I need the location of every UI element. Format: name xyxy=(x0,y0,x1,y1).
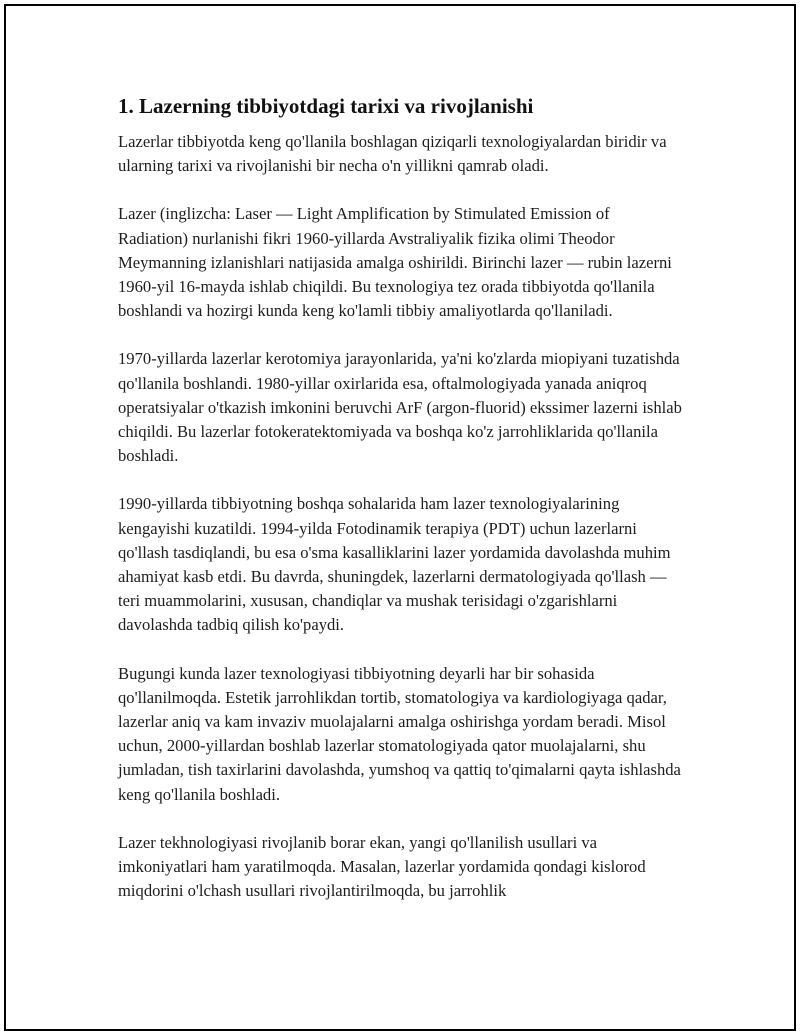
section-heading: 1. Lazerning tibbiyotdagi tarixi va rivojlanishi xyxy=(118,94,534,118)
paragraph-1970s: 1970-yillarda lazerlar kerotomiya jarayonlarida, ya'ni ko'zlarda miopiyani tuzatishda qo'llanila boshlandi. 1980-yillar oxirlarida esa, oftalmologiyada yanada aniqroq operatsiyalar o'tkazish imkonini beruvchi ArF (argon-fluorid) ekssimer lazerni ishlab chiqildi. Bu lazerlar fotokeratektomiyada va boshqa ko'z jarrohliklarida qo'llanila boshladi. xyxy=(118,349,682,466)
paragraph-intro: Lazerlar tibbiyotda keng qo'llanila boshlagan qiziqarli texnologiyalardan biridir va ularning tarixi va rivojlanishi bir necha o'n yillikni qamrab oladi. xyxy=(118,132,667,176)
paragraph-future: Lazer tekhnologiyasi rivojlanib borar ekan, yangi qo'llanilish usullari va imkoniyatlari ham yaratilmoqda. Masalan, lazerlar yordamida qondagi kislorod miqdorini o'lchash usullari rivojlantirilmoqda, bu jarrohlik xyxy=(118,832,646,901)
paragraph-today: Bugungi kunda lazer texnologiyasi tibbiyotning deyarli har bir sohasida qo'llanilmoqda. Estetik jarrohlikdan tortib, stomatologiya va kardiologiyaga qadar, lazerlar aniq va kam invaziv muolajalarni amalga oshirishga yordam beradi. Misol uchun, 2000-yillardan boshlab lazerlar stomatologiyada qator muolajalarni, shu jumladan, tish taxirlarini davolashda, yumshoq va qattiq to'qimalarni qayta ishlashda keng qo'llanila boshladi. xyxy=(118,663,681,804)
document-body xyxy=(118,92,683,927)
paragraph-1990s: 1990-yillarda tibbiyotning boshqa sohalarida ham lazer texnologiyalarining kengayishi kuzatildi. 1994-yilda Fotodinamik terapiya (PDT) uchun lazerlarni qo'llash tasdiqlandi, bu esa o'sma kasalliklarini lazer yordamida davolashda muhim ahamiyat kasb etdi. Bu davrda, shuningdek, lazerlarni dermatologiyada qo'llash — teri muammolarini, xususan, chandiqlar va mushak terisidagi o'zgarishlarni davolashda tadbiq qilish ko'paydi. xyxy=(118,494,671,635)
paragraph-laser-origin: Lazer (inglizcha: Laser — Light Amplification by Stimulated Emission of Radiation) nurlanishi fikri 1960-yillarda Avstraliyalik fizika olimi Theodor Meymanning izlanishlari natijasida amalga oshirildi. Birinchi lazer — rubin lazerni 1960-yil 16-mayda ishlab chiqildi. Bu texnologiya tez orada tibbiyotda qo'llanila boshlandi va hozirgi kunda keng ko'lamli tibbiy amaliyotlarda qo'llaniladi. xyxy=(118,204,672,321)
